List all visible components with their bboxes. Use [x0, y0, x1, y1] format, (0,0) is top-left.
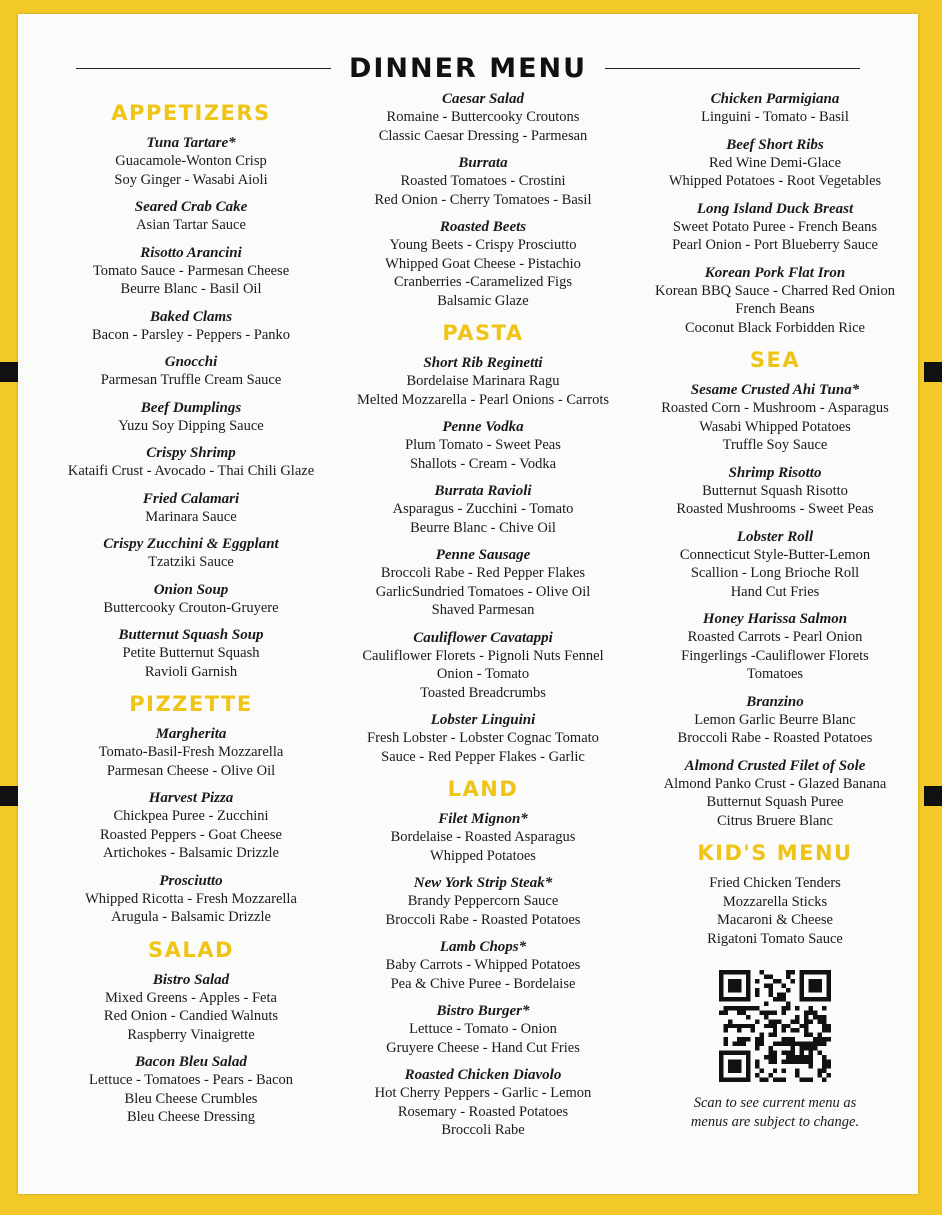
- menu-item: [338, 938, 628, 993]
- dish-name: Lobster Linguini: [430, 712, 536, 728]
- dish-description: Lettuce - Tomatoes - Pears - Bacon: [88, 1072, 294, 1088]
- dish-description: Cauliflower Florets - Pignoli Nuts Fennel: [362, 647, 604, 664]
- menu-item: [630, 264, 920, 338]
- dish-name: Crispy Shrimp: [146, 445, 236, 461]
- menu-item: [338, 482, 628, 537]
- dish-description: Marinara Sauce: [145, 508, 237, 525]
- dish-description: Parmesan Cheese - Olive Oil: [106, 762, 276, 779]
- dish-description: Guacamole-Wonton Crisp: [115, 153, 267, 169]
- dish-name: Chicken Parmigiana: [710, 91, 840, 107]
- menu-item: [46, 626, 336, 681]
- dish-name: Roasted Beets: [439, 219, 527, 235]
- edge-mark: [924, 786, 942, 806]
- dish-name: Burrata: [458, 155, 508, 171]
- menu-item: [338, 1066, 628, 1140]
- dish-description: Sweet Potato Puree - French Beans: [672, 218, 878, 235]
- dish-name: Penne Vodka: [442, 419, 524, 435]
- menu-item: [630, 90, 920, 127]
- dish-description: Cranberries -Caramelized Figs: [394, 274, 572, 290]
- dish-description: Gruyere Cheese - Hand Cut Fries: [386, 1039, 580, 1056]
- menu-item: [46, 789, 336, 863]
- dish-name: Shrimp Risotto: [728, 464, 822, 481]
- dish-name: Filet Mignon*: [438, 811, 528, 827]
- dish-description: Romaine - Buttercooky Croutons: [386, 109, 580, 125]
- dish-description: Butternut Squash Puree: [706, 794, 844, 810]
- dish-name: Korean Pork Flat Iron: [704, 264, 846, 281]
- dish-description: Arugula - Balsamic Drizzle: [111, 909, 271, 925]
- dish-description: Korean BBQ Sauce - Charred Red Onion: [655, 282, 895, 299]
- dish-description: Petite Butternut Squash: [122, 645, 260, 661]
- dish-description: Roasted Tomatoes - Crostini: [400, 173, 566, 189]
- dish-description: Red Onion - Cherry Tomatoes - Basil: [374, 191, 592, 208]
- header-rule-right: [605, 68, 860, 69]
- edge-mark: [0, 362, 18, 382]
- menu-item: [630, 136, 920, 191]
- dish-name: Branzino: [746, 693, 804, 710]
- dish-name: New York Strip Steak*: [413, 875, 553, 891]
- edge-mark: [924, 362, 942, 382]
- dish-description: French Beans: [735, 301, 815, 317]
- dish-name: Short Rib Reginetti: [423, 355, 543, 371]
- dish-description: Hot Cherry Peppers - Garlic - Lemon: [374, 1085, 592, 1101]
- qr-code-icon[interactable]: [719, 970, 831, 1082]
- menu-item: [630, 200, 920, 255]
- kids-item: Macaroni & Cheese: [717, 912, 833, 928]
- dish-description: Red Onion - Candied Walnuts: [103, 1008, 279, 1024]
- dish-description: Beurre Blanc - Chive Oil: [410, 519, 556, 536]
- dish-description: Bleu Cheese Crumbles: [124, 1090, 258, 1107]
- dish-name: Margherita: [155, 726, 227, 742]
- menu-item: [338, 711, 628, 766]
- menu-header: [18, 48, 918, 88]
- dish-name: Sesame Crusted Ahi Tuna*: [690, 382, 860, 398]
- dish-description: Connecticut Style-Butter-Lemon: [679, 546, 871, 563]
- dish-description: Tomato-Basil-Fresh Mozzarella: [98, 744, 284, 760]
- dish-name: Almond Crusted Filet of Sole: [684, 757, 866, 774]
- menu-column-2: [338, 90, 628, 1149]
- dish-description: Balsamic Glaze: [437, 292, 529, 309]
- menu-item: [46, 581, 336, 618]
- dish-description: Sauce - Red Pepper Flakes - Garlic: [381, 748, 585, 765]
- dish-description: Parmesan Truffle Cream Sauce: [100, 372, 282, 388]
- dish-description: Tzatziki Sauce: [148, 554, 234, 570]
- dish-name: Risotto Arancini: [140, 244, 242, 261]
- menu-item: [338, 218, 628, 310]
- dish-name: Burrata Ravioli: [434, 483, 532, 499]
- dish-description: Fresh Lobster - Lobster Cognac Tomato: [367, 730, 599, 746]
- qr-caption: [630, 1094, 920, 1132]
- menu-item: [46, 198, 336, 235]
- dish-description: Asparagus - Zucchini - Tomato: [392, 501, 574, 517]
- menu-item: [46, 1053, 336, 1127]
- kids-item: Mozzarella Sticks: [722, 893, 828, 910]
- dish-description: Tomatoes: [746, 666, 804, 682]
- dish-description: Wasabi Whipped Potatoes: [699, 418, 851, 435]
- dish-name: Bistro Burger*: [436, 1003, 530, 1019]
- dish-description: Almond Panko Crust - Glazed Banana: [663, 775, 887, 792]
- menu-item: [46, 353, 336, 390]
- dish-description: Scallion - Long Brioche Roll: [690, 565, 860, 581]
- dish-description: Butternut Squash Risotto: [702, 482, 848, 499]
- menu-column-3: [630, 90, 920, 1132]
- dish-description: Rosemary - Roasted Potatoes: [397, 1103, 569, 1120]
- dish-description: Bacon - Parsley - Peppers - Panko: [91, 326, 291, 343]
- menu-item: [630, 464, 920, 519]
- dish-description: Yuzu Soy Dipping Sauce: [118, 417, 264, 434]
- dish-name: Long Island Duck Breast: [696, 200, 854, 217]
- dish-name: Harvest Pizza: [148, 790, 234, 806]
- menu-sheet: [18, 14, 918, 1194]
- menu-item: [338, 418, 628, 473]
- dish-description: Whipped Ricotta - Fresh Mozzarella: [85, 890, 297, 907]
- dish-description: Whipped Potatoes: [430, 847, 536, 864]
- menu-column-1: [46, 90, 336, 1136]
- dish-description: Bordelaise - Roasted Asparagus: [390, 829, 576, 845]
- dish-name: Butternut Squash Soup: [118, 627, 264, 643]
- dish-name: Caesar Salad: [441, 91, 525, 107]
- dish-description: Shaved Parmesan: [431, 602, 535, 618]
- dish-description: Citrus Bruere Blanc: [717, 812, 833, 829]
- dish-description: Tomato Sauce - Parmesan Cheese: [92, 262, 290, 279]
- menu-item: [630, 528, 920, 602]
- dish-description: Whipped Goat Cheese - Pistachio: [385, 255, 581, 272]
- kids-item: Fried Chicken Tenders: [709, 875, 841, 891]
- dish-description: Roasted Peppers - Goat Cheese: [99, 826, 282, 843]
- menu-item: [630, 757, 920, 831]
- dish-name: Beef Short Ribs: [726, 136, 824, 153]
- section-title-sea: SEA: [749, 348, 801, 372]
- dish-name: Roasted Chicken Diavolo: [404, 1067, 562, 1083]
- dish-description: Plum Tomato - Sweet Peas: [405, 437, 561, 453]
- menu-item: [46, 399, 336, 436]
- dish-name: Lamb Chops*: [439, 939, 527, 955]
- dish-description: Shallots - Cream - Vodka: [409, 455, 557, 472]
- dish-description: Mixed Greens - Apples - Feta: [105, 989, 277, 1006]
- qr-caption-line: menus are subject to change.: [690, 1114, 860, 1130]
- dish-name: Tuna Tartare*: [146, 135, 236, 151]
- menu-item: [338, 810, 628, 865]
- menu-item: [338, 90, 628, 145]
- dish-description: Lettuce - Tomato - Onion: [409, 1021, 557, 1037]
- section-title-pizzette: PIZZETTE: [129, 692, 253, 716]
- column-3-dishes: [630, 90, 920, 830]
- menu-item: [46, 308, 336, 345]
- dish-description: Coconut Black Forbidden Rice: [684, 319, 865, 336]
- dish-name: Seared Crab Cake: [134, 199, 248, 215]
- dish-description: Beurre Blanc - Basil Oil: [120, 281, 262, 297]
- dish-name: Cauliflower Cavatappi: [413, 629, 553, 646]
- section-title-land: LAND: [447, 777, 519, 801]
- dish-description: Red Wine Demi-Glace: [708, 154, 841, 171]
- dish-description: Fingerlings -Cauliflower Florets: [681, 647, 869, 664]
- dish-name: Prosciutto: [159, 872, 223, 889]
- dish-description: Broccoli Rabe - Roasted Potatoes: [385, 911, 581, 928]
- menu-item: [338, 354, 628, 409]
- dish-name: Crispy Zucchini & Eggplant: [103, 536, 279, 552]
- menu-item: [46, 134, 336, 189]
- section-title-pasta: PASTA: [442, 321, 524, 345]
- dish-description: Kataifi Crust - Avocado - Thai Chili Glaze: [67, 463, 315, 479]
- dish-description: Roasted Carrots - Pearl Onion: [687, 629, 863, 645]
- dish-name: Lobster Roll: [736, 528, 814, 545]
- menu-item: [338, 546, 628, 620]
- menu-item: [338, 629, 628, 703]
- dish-description: Roasted Mushrooms - Sweet Peas: [676, 501, 874, 517]
- menu-item: [630, 693, 920, 748]
- dish-description: Whipped Potatoes - Root Vegetables: [668, 173, 882, 189]
- dish-name: Bistro Salad: [152, 971, 230, 988]
- dish-name: Gnocchi: [164, 354, 218, 370]
- dish-description: Buttercooky Crouton-Gruyere: [103, 599, 279, 616]
- dish-description: Broccoli Rabe - Red Pepper Flakes: [380, 565, 586, 581]
- dish-description: Onion - Tomato: [436, 666, 530, 682]
- menu-item: [338, 1002, 628, 1057]
- dish-description: Young Beets - Crispy Prosciutto: [389, 237, 577, 253]
- dish-description: Artichokes - Balsamic Drizzle: [103, 845, 279, 861]
- dish-description: Hand Cut Fries: [730, 583, 820, 600]
- dish-description: Lemon Garlic Beurre Blanc: [694, 711, 856, 728]
- menu-item: [46, 490, 336, 527]
- menu-item: [46, 971, 336, 1045]
- dish-description: Bordelaise Marinara Ragu: [406, 373, 560, 389]
- edge-mark: [0, 786, 18, 806]
- qr-caption-line: Scan to see current menu as: [693, 1095, 857, 1111]
- dish-description: Toasted Breadcrumbs: [420, 684, 546, 701]
- menu-item: [46, 872, 336, 927]
- dish-description: Chickpea Puree - Zucchini: [113, 808, 269, 824]
- dish-description: Soy Ginger - Wasabi Aioli: [114, 171, 268, 188]
- page-title: DINNER MENU: [348, 52, 588, 84]
- dish-name: Onion Soup: [153, 581, 229, 598]
- dish-name: Penne Sausage: [435, 547, 531, 563]
- section-title-salad: SALAD: [148, 937, 234, 962]
- dish-description: GarlicSundried Tomatoes - Olive Oil: [375, 583, 591, 600]
- dish-description: Bleu Cheese Dressing: [126, 1109, 256, 1125]
- dish-name: Bacon Bleu Salad: [135, 1054, 247, 1070]
- section-title-kids: KID'S MENU: [697, 841, 853, 865]
- menu-item: [338, 154, 628, 209]
- dish-name: Baked Clams: [149, 308, 233, 325]
- dish-name: Fried Calamari: [142, 490, 240, 507]
- header-rule-left: [76, 68, 331, 69]
- kids-menu: [630, 840, 920, 948]
- menu-item: [338, 874, 628, 929]
- menu-item: [630, 381, 920, 455]
- dish-description: Ravioli Garnish: [144, 663, 238, 680]
- dish-description: Truffle Soy Sauce: [722, 437, 828, 453]
- menu-item: [46, 535, 336, 572]
- dish-description: Linguini - Tomato - Basil: [701, 109, 849, 125]
- kids-item: Rigatoni Tomato Sauce: [707, 930, 843, 947]
- dish-description: Melted Mozzarella - Pearl Onions - Carrots: [356, 391, 610, 408]
- menu-item: [630, 610, 920, 684]
- dish-description: Broccoli Rabe: [441, 1122, 525, 1138]
- dish-description: Pea & Chive Puree - Bordelaise: [390, 975, 576, 992]
- dish-description: Brandy Peppercorn Sauce: [407, 893, 559, 909]
- dish-name: Beef Dumplings: [140, 399, 242, 416]
- menu-item: [46, 444, 336, 481]
- dish-description: Asian Tartar Sauce: [136, 217, 246, 233]
- dish-description: Raspberry Vinaigrette: [127, 1026, 255, 1043]
- dish-name: Honey Harissa Salmon: [702, 611, 848, 627]
- dish-description: Baby Carrots - Whipped Potatoes: [385, 957, 581, 973]
- menu-item: [46, 244, 336, 299]
- menu-item: [46, 725, 336, 780]
- dish-description: Pearl Onion - Port Blueberry Sauce: [672, 237, 878, 253]
- dish-description: Classic Caesar Dressing - Parmesan: [378, 127, 588, 144]
- dish-description: Roasted Corn - Mushroom - Asparagus: [661, 400, 889, 416]
- dish-description: Broccoli Rabe - Roasted Potatoes: [677, 730, 873, 746]
- section-title-appetizers: APPETIZERS: [111, 101, 271, 125]
